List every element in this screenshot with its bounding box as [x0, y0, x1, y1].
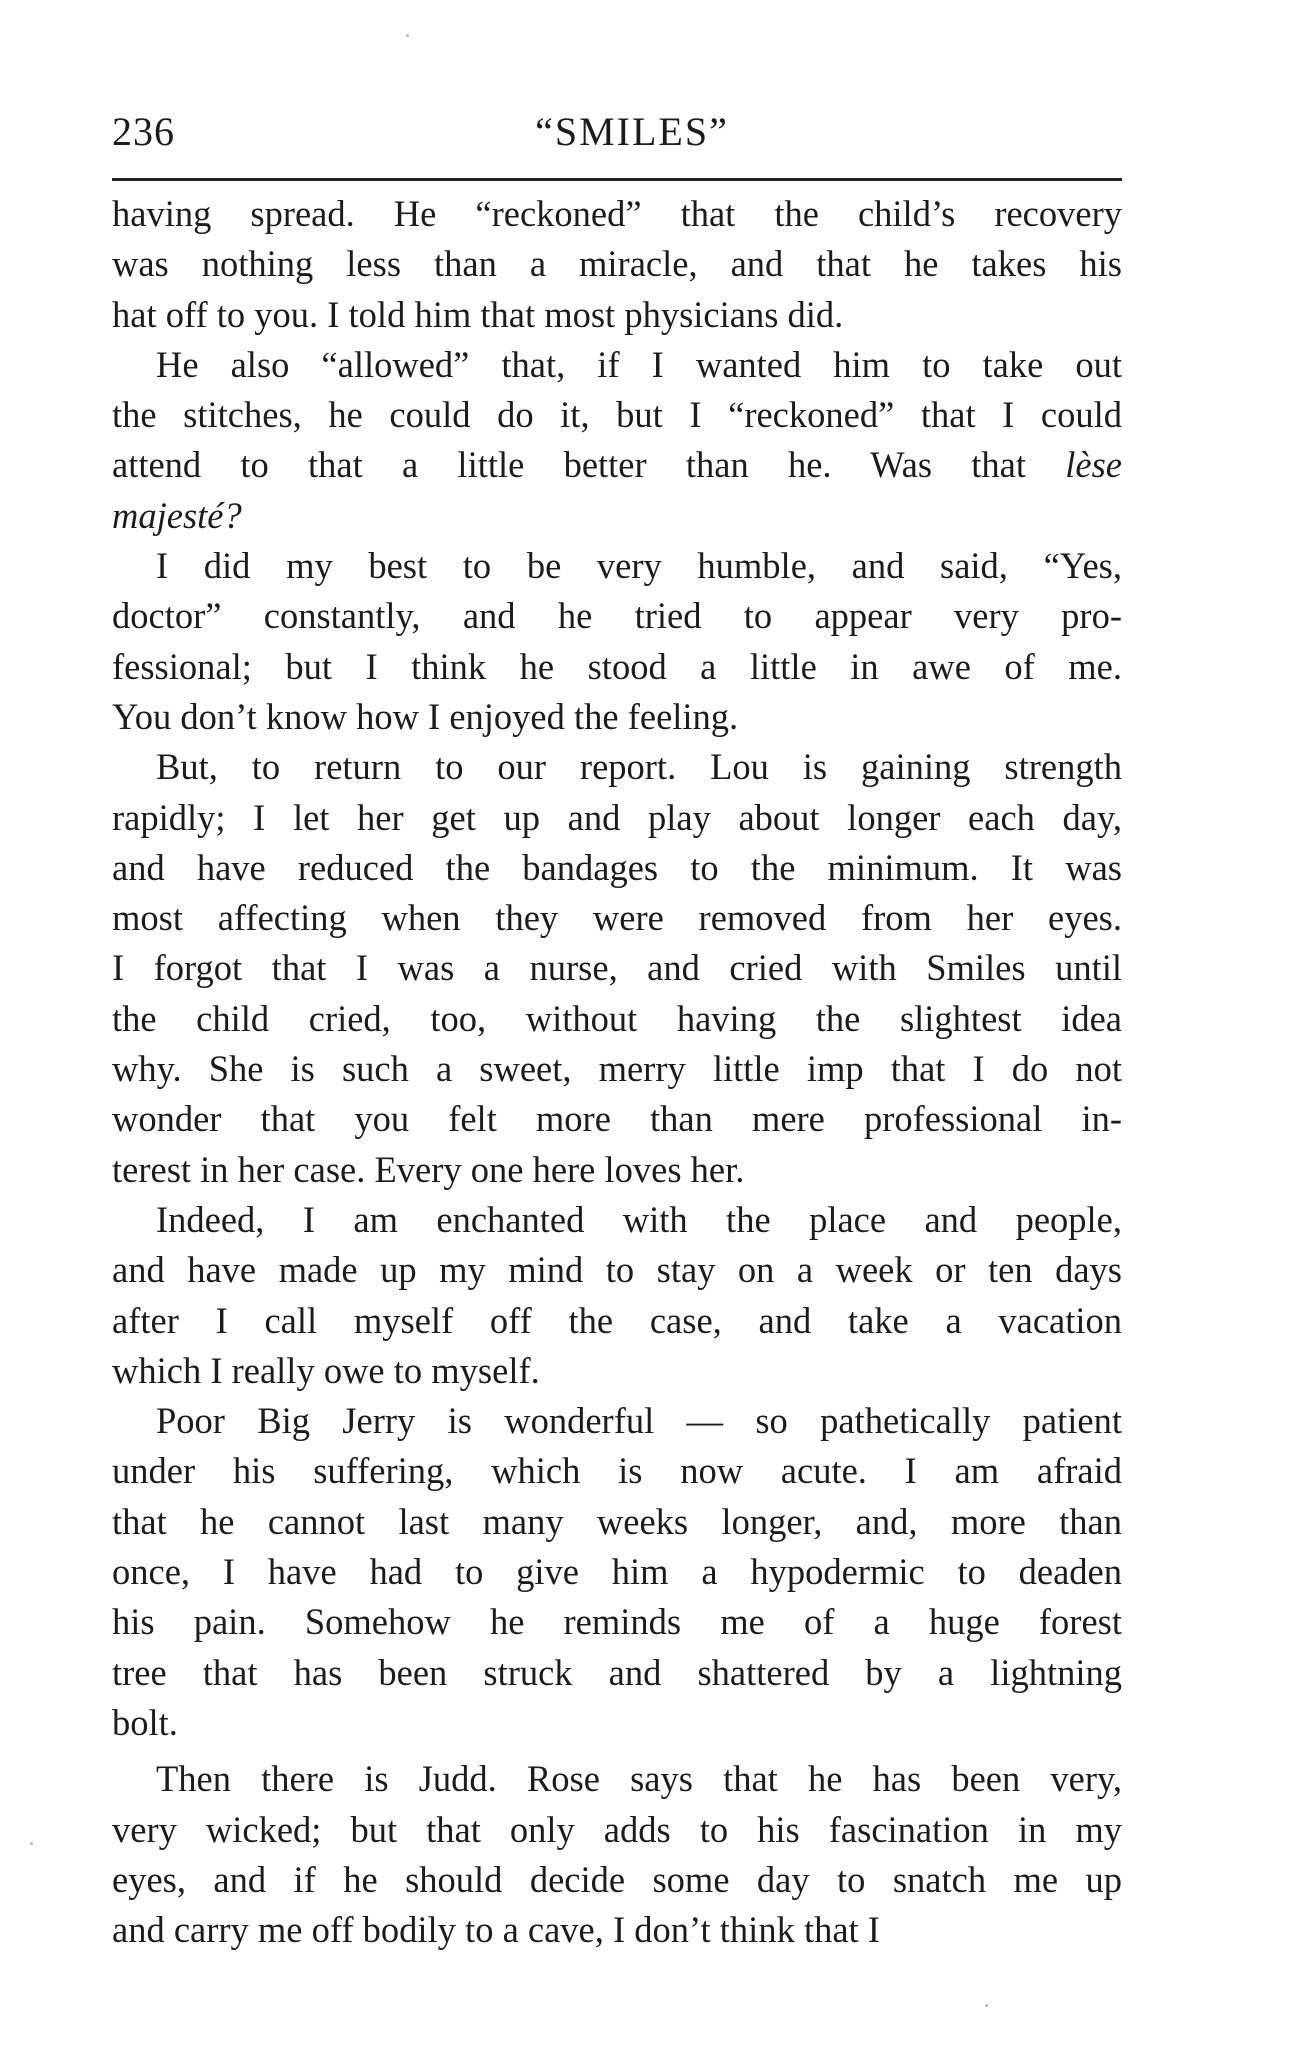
- text-line: wonder that you felt more than mere professional in-: [112, 1098, 1122, 1140]
- italic-phrase: majesté?: [112, 494, 242, 536]
- text-line: after I call myself off the case, and take a vacation: [112, 1299, 1122, 1341]
- paragraph: [112, 1754, 1122, 1955]
- text-line: doctor” constantly, and he tried to appear very pro-: [112, 595, 1122, 637]
- text-line: the stitches, he could do it, but I “reckoned” that I could: [112, 394, 1122, 436]
- page-header: [112, 108, 1122, 168]
- running-title: “SMILES”: [535, 109, 729, 154]
- paper-speck: [30, 1842, 33, 1845]
- text-line: and have reduced the bandages to the minimum. It was: [112, 846, 1122, 888]
- text-line: fessional; but I think he stood a little in awe of me.: [112, 645, 1122, 687]
- text-line: very wicked; but that only adds to his fascination in my: [112, 1808, 1122, 1850]
- text-line: under his suffering, which is now acute. I am afraid: [112, 1450, 1122, 1492]
- italic-phrase: lèse: [1065, 444, 1122, 486]
- text-line: Poor Big Jerry is wonderful — so pathetically patient: [156, 1400, 1122, 1442]
- text-line: eyes, and if he should decide some day to snatch me up: [112, 1858, 1122, 1900]
- header-rule: [112, 178, 1122, 181]
- text-line: most affecting when they were removed from her eyes.: [112, 897, 1122, 939]
- paragraph: [112, 742, 1122, 1195]
- text-line: the child cried, too, without having the slightest idea: [112, 997, 1122, 1039]
- body-text: [112, 189, 1122, 1955]
- text-line: having spread. He “reckoned” that the child’s recovery: [112, 193, 1122, 234]
- text-line: Then there is Judd. Rose says that he has been very,: [156, 1758, 1122, 1800]
- text-line: Indeed, I am enchanted with the place and people,: [156, 1198, 1122, 1240]
- text-line: But, to return to our report. Lou is gaining strength: [156, 746, 1122, 788]
- text-line: tree that has been struck and shattered by a lightning: [112, 1651, 1122, 1693]
- text-line: hat off to you. I told him that most physicians did.: [112, 293, 844, 335]
- text-line: I forgot that I was a nurse, and cried with Smiles until: [112, 947, 1122, 989]
- text-line: once, I have had to give him a hypodermic to deaden: [112, 1551, 1122, 1593]
- text-line: terest in her case. Every one here loves her.: [112, 1148, 745, 1190]
- text-line: why. She is such a sweet, merry little imp that I do not: [112, 1048, 1122, 1090]
- paper-speck: [985, 2004, 988, 2007]
- paper-speck: [406, 34, 409, 37]
- page-number: 236: [112, 109, 175, 154]
- text-line: was nothing less than a miracle, and that he takes his: [112, 243, 1122, 285]
- text-line: that he cannot last many weeks longer, and, more than: [112, 1500, 1122, 1542]
- text-line: and carry me off bodily to a cave, I don’t think that I: [112, 1909, 880, 1951]
- text-line: his pain. Somehow he reminds me of a huge forest: [112, 1601, 1122, 1643]
- text-line: He also “allowed” that, if I wanted him to take out: [156, 343, 1122, 385]
- paragraph: [112, 189, 1122, 340]
- text-line: rapidly; I let her get up and play about longer each day,: [112, 796, 1122, 838]
- text-line: attend to that a little better than he. Was that lèse: [112, 444, 1122, 486]
- text-line: and have made up my mind to stay on a week or ten days: [112, 1249, 1122, 1291]
- text-line: bolt.: [112, 1701, 178, 1743]
- paragraph: [112, 340, 1122, 541]
- text-line: [112, 491, 1122, 541]
- paragraph: [112, 541, 1122, 742]
- text-line: I did my best to be very humble, and said, “Yes,: [156, 545, 1122, 587]
- paragraph: [112, 1396, 1122, 1748]
- text-line: You don’t know how I enjoyed the feeling.: [112, 695, 739, 737]
- text-line: which I really owe to myself.: [112, 1349, 540, 1391]
- paragraph: [112, 1195, 1122, 1396]
